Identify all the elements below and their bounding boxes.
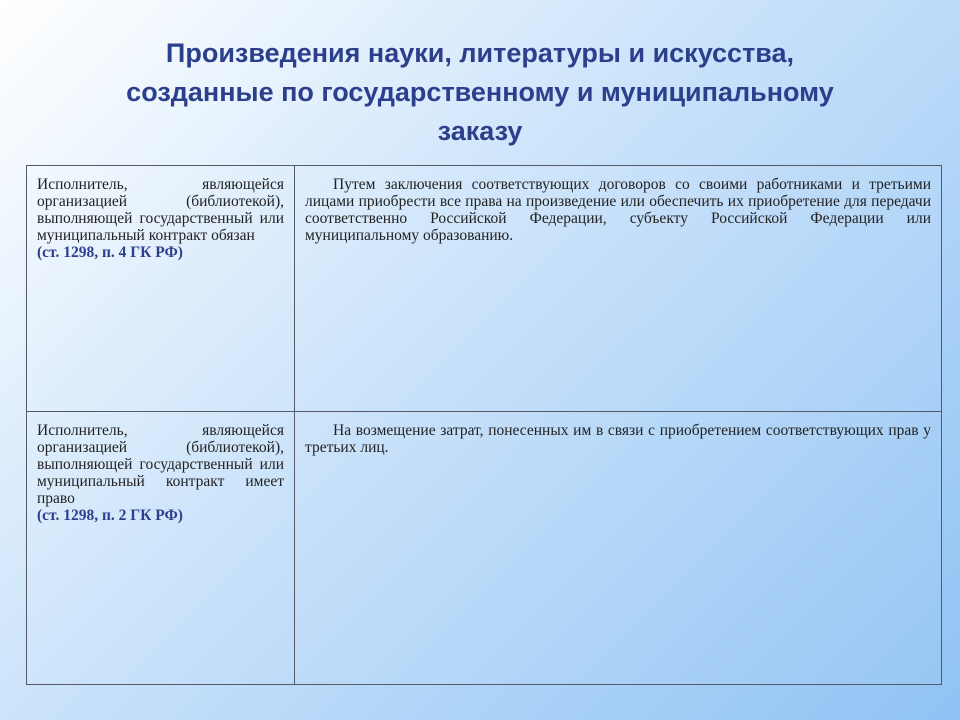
row-1-obligation-text: Исполнитель, являющейся организацией (библиотекой), выполняющей государственный или муниципальный контракт обязан [37,176,284,244]
row-1-law-reference: (ст. 1298, п. 4 ГК РФ) [37,244,183,261]
row-2-law-reference: (ст. 1298, п. 2 ГК РФ) [37,507,183,525]
row-1-obligation-cell [27,166,295,412]
table-row [27,166,942,412]
row-1-description-text: Путем заключения соответствующих договоров со своими работниками и третьими лицами приобрести все права на произведение или обеспечить их приобретение для передачи соответственно Российской Федерации, субъекту Российской Федерации или муниципальному образованию. [305,176,931,244]
row-2-description-text: На возмещение затрат, понесенных им в связи с приобретением соответствующих прав у третьих лиц. [305,422,931,457]
slide-title-line-2: созданные по государственному и муниципальному [126,77,834,107]
row-1-description-cell [295,166,942,412]
slide-title-line-1: Произведения науки, литературы и искусства, [165,38,795,68]
row-2-description-cell [295,412,942,685]
slide-title [40,34,920,151]
slide-title-line-3: заказу [437,116,523,146]
row-2-right-text: Исполнитель, являющейся организацией (библиотекой), выполняющей государственный или муниципальный контракт имеет право [37,422,284,508]
table-row [27,412,942,685]
row-2-right-cell [27,412,295,685]
contract-table [26,165,942,685]
